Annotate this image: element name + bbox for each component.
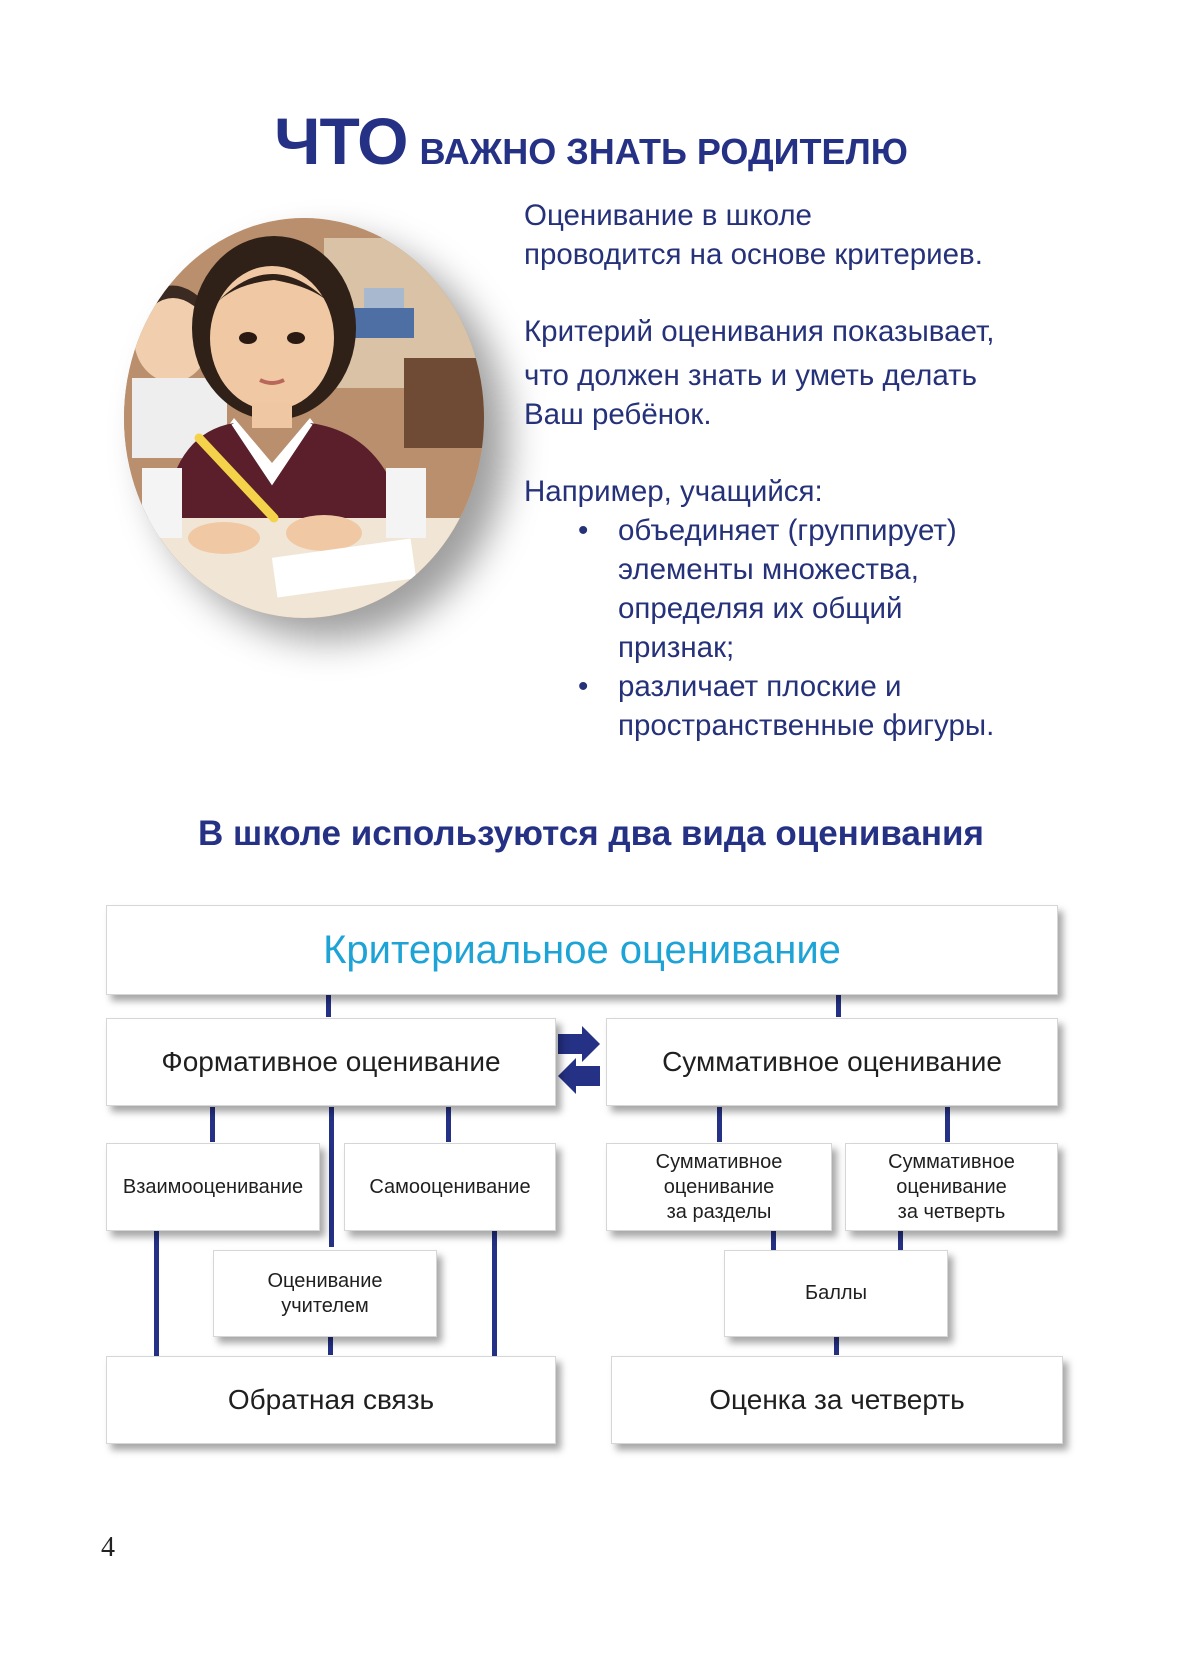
summative-quarter-line2: оценивание bbox=[896, 1175, 1007, 1198]
connector bbox=[492, 1231, 497, 1366]
page-title bbox=[0, 103, 1182, 179]
example-label: Например, учащийся: bbox=[524, 475, 823, 508]
list-item bbox=[524, 667, 1084, 745]
feedback-box: Обратная связь bbox=[106, 1356, 556, 1444]
connector bbox=[834, 1336, 839, 1355]
peer-assessment-box: Взаимооценивание bbox=[106, 1143, 320, 1231]
connector bbox=[210, 1107, 215, 1142]
bullet: • bbox=[578, 514, 589, 547]
summative-quarter-box bbox=[845, 1143, 1058, 1231]
bullet-2-line1: различает плоские и bbox=[618, 670, 902, 703]
connector bbox=[771, 1231, 776, 1250]
bidirectional-arrow-icon bbox=[556, 1026, 602, 1096]
intro-text bbox=[524, 196, 1084, 745]
connector bbox=[446, 1107, 451, 1142]
connector bbox=[154, 1231, 159, 1366]
bullet-1-line3: определяя их общий bbox=[618, 592, 903, 625]
connector bbox=[836, 995, 841, 1017]
intro-p2-line2: что должен знать и уметь делать bbox=[524, 359, 977, 392]
teacher-assessment-line1: Оценивание bbox=[267, 1269, 383, 1292]
self-assessment-box: Самооценивание bbox=[344, 1143, 556, 1231]
connector bbox=[329, 1107, 334, 1247]
summative-quarter-line1: Суммативное bbox=[888, 1150, 1015, 1173]
intro-p1-line2: проводится на основе критериев. bbox=[524, 238, 983, 271]
summative-sections-line3: за разделы bbox=[666, 1200, 772, 1223]
criteria-assessment-box: Критериальное оценивание bbox=[106, 905, 1058, 995]
points-box: Баллы bbox=[724, 1250, 948, 1337]
bullet-1-line1: объединяет (группирует) bbox=[618, 514, 957, 547]
summative-sections-line1: Суммативное bbox=[655, 1150, 783, 1173]
intro-p2-line3: Ваш ребёнок. bbox=[524, 398, 712, 431]
teacher-assessment-box bbox=[213, 1250, 437, 1337]
summative-sections-line2: оценивание bbox=[663, 1175, 775, 1198]
connector bbox=[717, 1107, 722, 1142]
intro-p1-line1: Оценивание в школе bbox=[524, 199, 812, 232]
intro-p2-line1: Критерий оценивания показывает, bbox=[524, 315, 995, 348]
bullet-1-line2: элементы множества, bbox=[618, 553, 919, 586]
schoolgirl-illustration bbox=[124, 218, 484, 618]
summative-sections-box bbox=[606, 1143, 832, 1231]
title-emphasis: ЧТО bbox=[274, 104, 408, 178]
connector bbox=[945, 1107, 950, 1142]
schoolgirl-photo bbox=[124, 218, 484, 618]
page-number: 4 bbox=[101, 1532, 115, 1563]
bullet-1-line4: признак; bbox=[618, 631, 735, 664]
title-rest: ВАЖНО ЗНАТЬ РОДИТЕЛЮ bbox=[419, 131, 908, 172]
section-heading: В школе используются два вида оценивания bbox=[198, 814, 984, 853]
quarter-grade-box: Оценка за четверть bbox=[611, 1356, 1063, 1444]
connector bbox=[328, 1335, 333, 1355]
summative-box: Суммативное оценивание bbox=[606, 1018, 1058, 1106]
formative-box: Формативное оценивание bbox=[106, 1018, 556, 1106]
connector bbox=[326, 995, 331, 1017]
connector bbox=[898, 1231, 903, 1250]
teacher-assessment-line2: учителем bbox=[281, 1294, 369, 1317]
criteria-list bbox=[524, 511, 1084, 745]
bullet-2-line2: пространственные фигуры. bbox=[618, 709, 995, 742]
list-item bbox=[524, 511, 1084, 667]
summative-quarter-line3: за четверть bbox=[897, 1200, 1006, 1223]
bullet: • bbox=[578, 670, 589, 703]
